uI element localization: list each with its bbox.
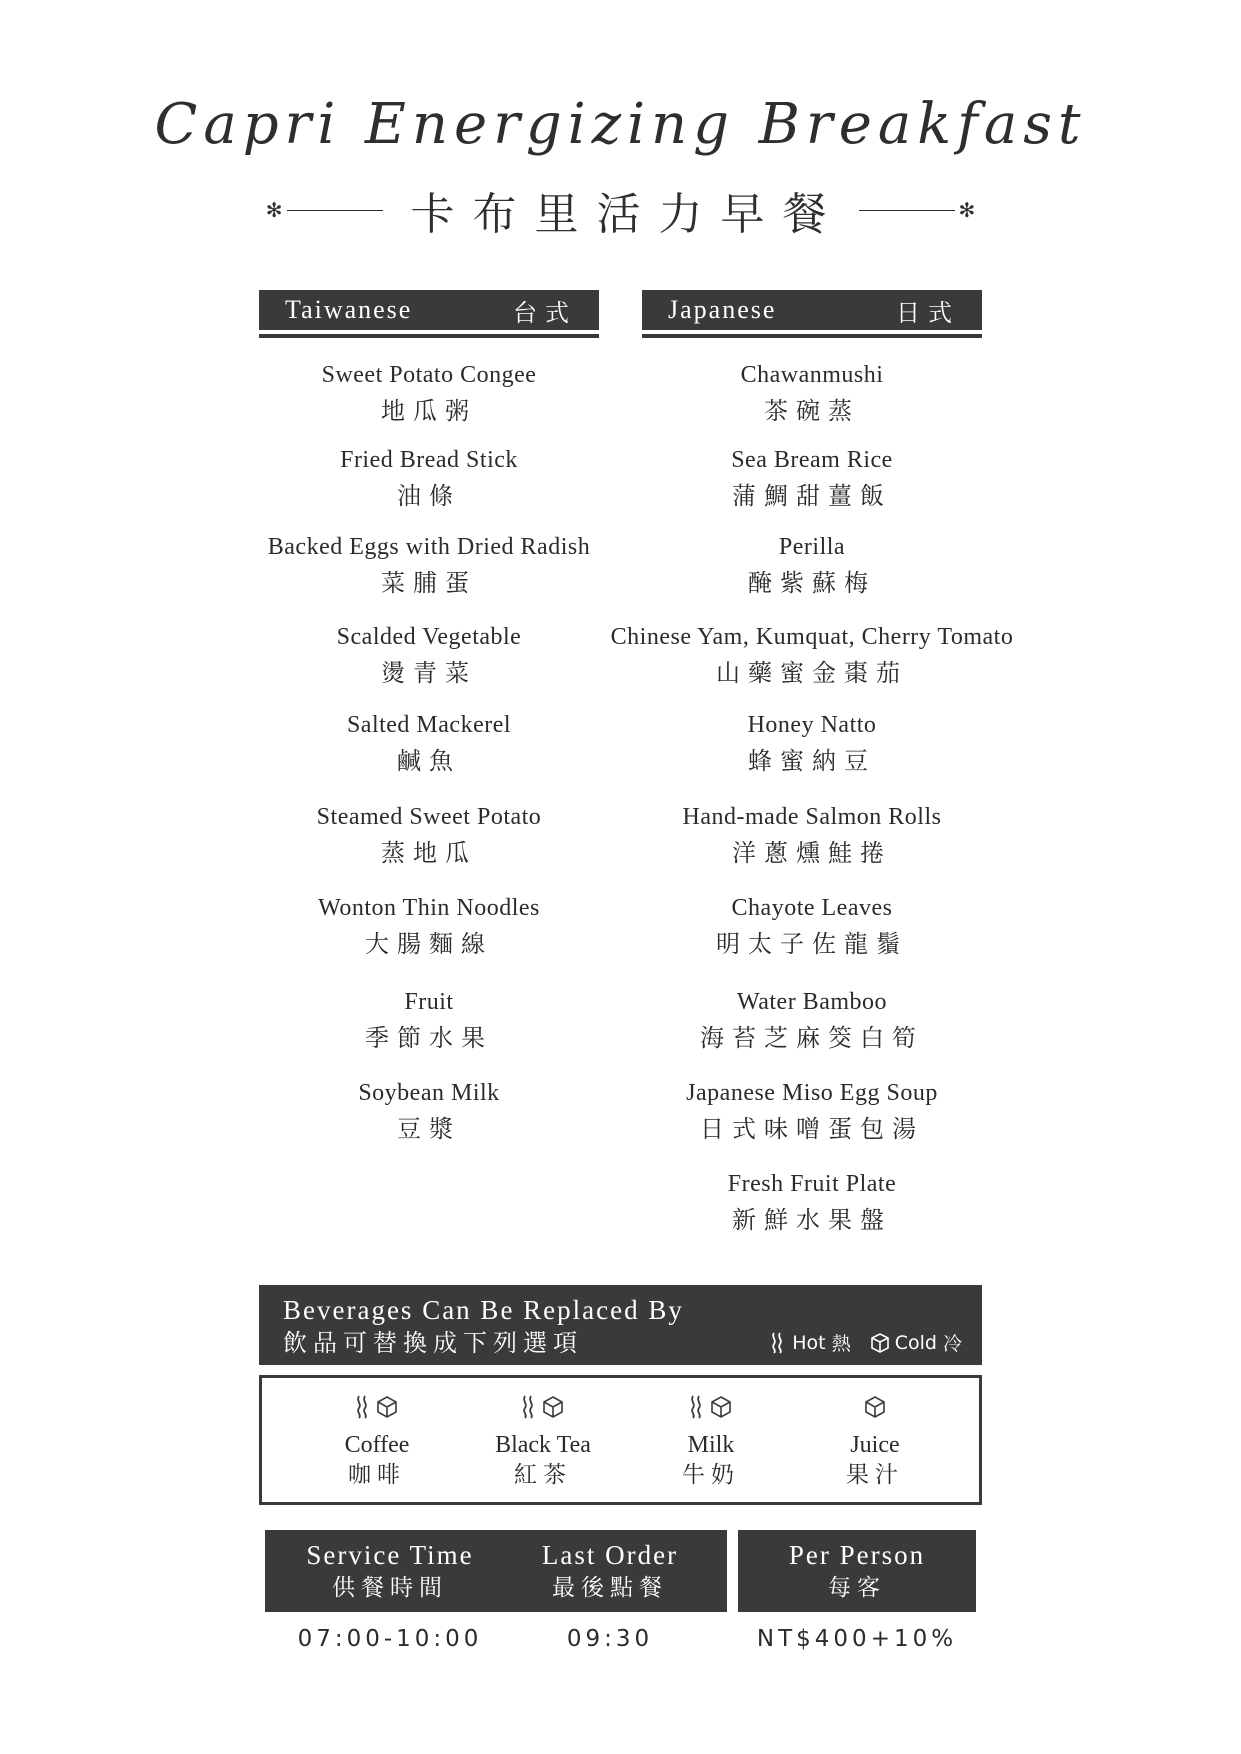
per-person-label-zh: 每客 [828,1575,886,1601]
legend-hot-label: Hot [792,1331,826,1354]
menu-item: Sea Bream Rice 蒲鯛甜薑飯 [731,447,893,510]
taiwanese-section-header [259,290,599,330]
flourish-icon: ✻ [265,199,283,222]
hot-icon [689,1394,707,1420]
service-time-label-zh: 供餐時間 [332,1575,448,1601]
cold-icon [709,1394,733,1420]
menu-item: Chayote Leaves 明太子佐龍鬚 [716,895,908,958]
last-order-header [495,1538,725,1604]
taiwanese-underline [259,334,599,338]
menu-item: Water Bamboo 海苔芝麻筊白筍 [700,989,924,1052]
right-ornament [859,198,980,223]
menu-title-zh: 卡布里活力早餐 [410,189,845,240]
menu-item: Honey Natto 蜂蜜納豆 [747,712,877,775]
beverage-label-zh: 咖啡 [348,1462,406,1488]
per-person-label: Per Person [788,1540,926,1570]
menu-title-en: Capri Energizing Breakfast [154,92,1087,157]
hot-icon [770,1331,788,1355]
menu-item: Japanese Miso Egg Soup 日式味噌蛋包湯 [686,1080,938,1143]
price-value: NT$400+10% [756,1626,958,1652]
beverage-label-en: Milk [687,1432,735,1458]
beverage-label-zh: 牛奶 [682,1462,740,1488]
legend-cold-zh: 冷 [942,1333,962,1355]
flourish-icon: ✻ [958,199,976,222]
japanese-label-zh: 日式 [896,298,960,327]
beverage-juice [790,1378,960,1490]
menu-item: Salted Mackerel 鹹魚 [346,712,512,775]
beverages-title-en: Beverages Can Be Replaced By [283,1295,684,1325]
menu-title-zh-row [0,180,1241,240]
taiwanese-label-zh: 台式 [513,298,577,327]
beverage-coffee [292,1378,462,1490]
temperature-legend [752,1329,962,1356]
cold-icon [863,1394,887,1420]
left-ornament [262,198,383,223]
menu-item: Chawanmushi 茶碗蒸 [740,362,884,425]
menu-item: Perilla 醃紫蘇梅 [748,534,876,597]
menu-item: Wonton Thin Noodles 大腸麵線 [318,895,540,958]
per-person-header [738,1538,976,1604]
service-time-header [265,1538,515,1604]
per-person-panel [738,1530,976,1612]
menu-item: Soybean Milk 豆漿 [358,1080,500,1143]
legend-hot-zh: 熱 [831,1333,851,1355]
hot-icon [521,1394,539,1420]
beverage-black-tea [458,1378,628,1490]
beverage-label-en: Black Tea [495,1432,591,1458]
cold-icon [375,1394,399,1420]
menu-item: Hand-made Salmon Rolls 洋蔥燻鮭捲 [682,804,942,867]
japanese-label-en: Japanese [668,295,777,324]
menu-item: Scalded Vegetable 燙青菜 [336,624,522,687]
menu-item: Backed Eggs with Dried Radish 菜脯蛋 [267,534,591,597]
beverage-options [259,1375,982,1505]
menu-item: Sweet Potato Congee 地瓜粥 [321,362,537,425]
menu-item: Fresh Fruit Plate 新鮮水果盤 [727,1171,897,1234]
beverage-label-zh: 紅茶 [514,1462,572,1488]
last-order-label: Last Order [541,1540,679,1570]
cold-icon [541,1394,565,1420]
japanese-underline [642,334,982,338]
menu-item: Chinese Yam, Kumquat, Cherry Tomato 山藥蜜金棗茄 [610,624,1014,687]
last-order-label-zh: 最後點餐 [552,1575,668,1601]
hot-icon [355,1394,373,1420]
beverage-milk [626,1378,796,1490]
menu-item: Fried Bread Stick 油條 [340,447,518,510]
menu-item: Steamed Sweet Potato 蒸地瓜 [316,804,542,867]
cold-icon [869,1332,891,1354]
legend-cold-label: Cold [894,1331,937,1354]
japanese-section-header [642,290,982,330]
last-order-value: 09:30 [566,1626,654,1652]
beverage-label-en: Coffee [344,1432,410,1458]
service-time-label: Service Time [306,1540,474,1570]
menu-item: Fruit 季節水果 [365,989,493,1052]
service-time-panel [265,1530,727,1612]
service-time-value: 07:00-10:00 [297,1626,483,1652]
beverages-header [259,1285,982,1365]
beverages-title-zh: 飲品可替換成下列選項 [283,1329,583,1357]
taiwanese-label-en: Taiwanese [285,295,413,324]
beverage-label-en: Juice [850,1432,900,1458]
beverage-label-zh: 果汁 [846,1462,904,1488]
